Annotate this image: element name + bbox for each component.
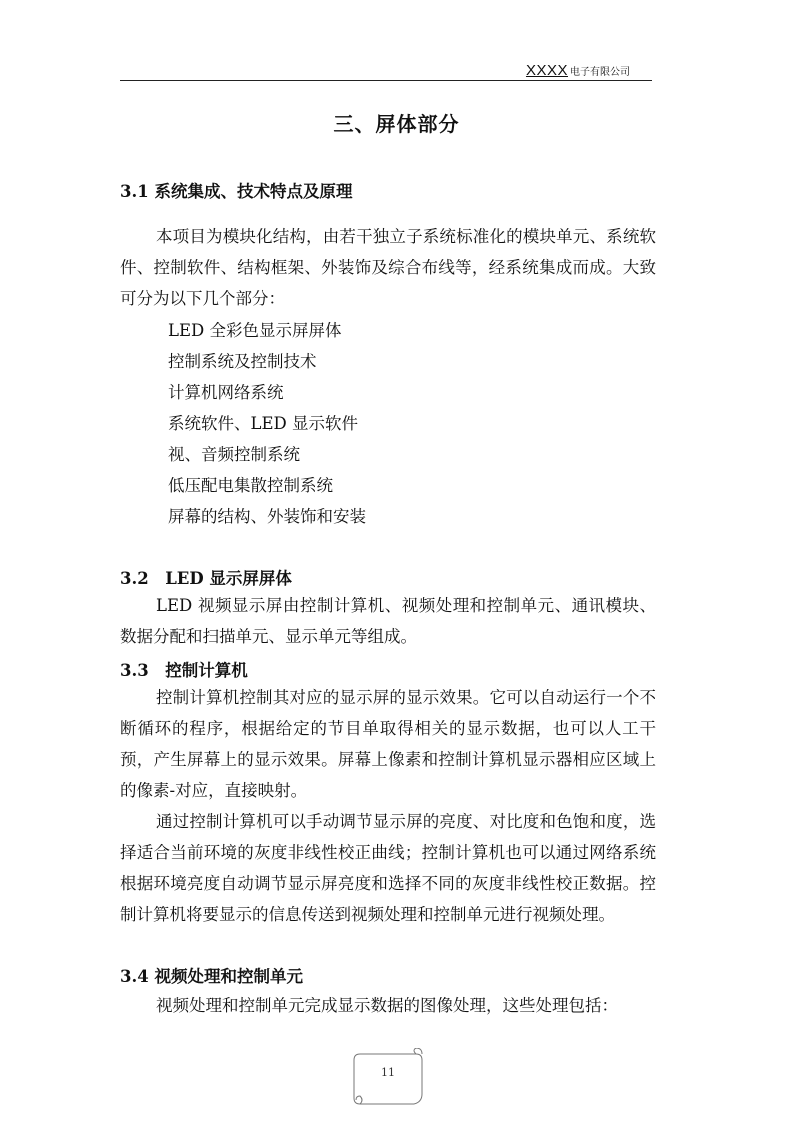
- page-footer: [350, 1048, 426, 1106]
- page-header: [120, 60, 652, 81]
- paragraph-3-1: 本项目为模块化结构，由若干独立子系统标准化的模块单元、系统软件、控制软件、结构框架、外装饰及综合布线等，经系统集成而成。大致可分为以下几个部分：: [120, 227, 656, 308]
- paragraph-3-3-b: 通过控制计算机可以手动调节显示屏的亮度、对比度和色饱和度，选择适合当前环境的灰度非线性校正曲线；控制计算机也可以通过网络系统根据环境亮度自动调节显示屏亮度和选择不同的灰度非线性校正数据。控制计算机将要显示的信息传送到视频处理和控制单元进行视频处理。: [120, 812, 656, 924]
- paragraph-3-2: LED 视频显示屏由控制计算机、视频处理和控制单元、通讯模块、数据分配和扫描单元、显示单元等组成。: [120, 596, 656, 646]
- heading-3-4: 3.4 视频处理和控制单元: [120, 967, 303, 986]
- heading-3-2: 3.2 LED 显示屏屏体: [120, 569, 292, 588]
- heading-3-3: 3.3 控制计算机: [120, 661, 248, 680]
- page-number: 11: [381, 1066, 395, 1079]
- section-title: 三、屏体部分: [333, 112, 460, 136]
- company-name: XXXX 电子有限公司: [525, 62, 630, 79]
- paragraph-3-3-a: 控制计算机控制其对应的显示屏的显示效果。它可以自动运行一个不断循环的程序，根据给定的节目单取得相关的显示数据，也可以人工干预，产生屏幕上的显示效果。屏幕上像素和控制计算机显示器相应区域上的像素-对应，直接映射。: [120, 688, 656, 800]
- heading-3-1: 3.1 系统集成、技术特点及原理: [120, 182, 353, 201]
- paragraph-3-4: 视频处理和控制单元完成显示数据的图像处理，这些处理包括：: [156, 996, 618, 1015]
- list-item: 视、音频控制系统: [168, 445, 300, 464]
- list-item: 计算机网络系统: [168, 383, 284, 402]
- list-item: 低压配电集散控制系统: [168, 476, 333, 495]
- list-item: 屏幕的结构、外装饰和安装: [168, 507, 366, 526]
- list-item: 系统软件、LED 显示软件: [168, 414, 358, 433]
- list-item: LED 全彩色显示屏屏体: [168, 321, 342, 340]
- list-item: 控制系统及控制技术: [168, 352, 317, 371]
